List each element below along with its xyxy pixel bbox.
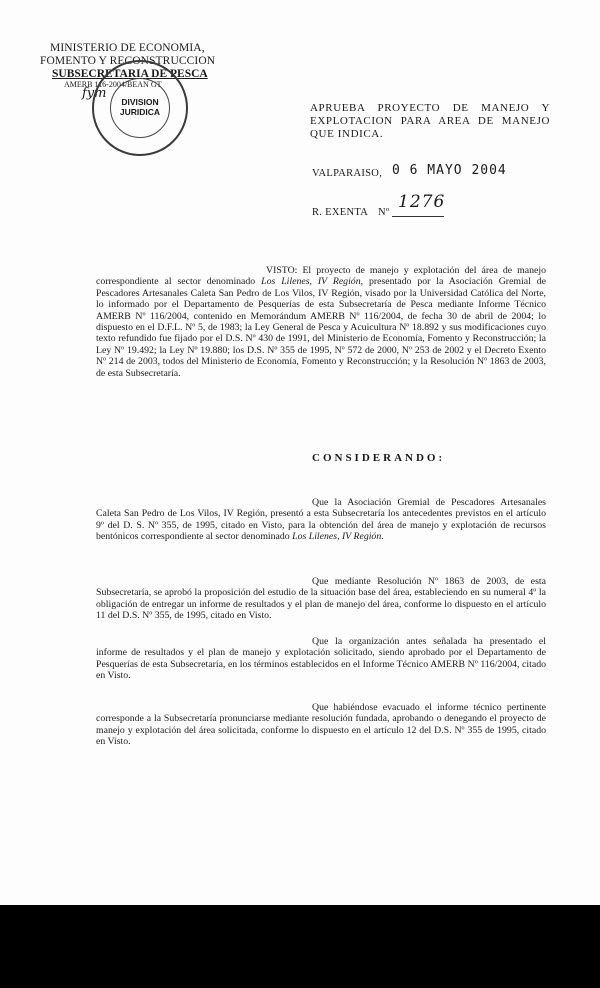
considerando-item-3 [96,636,546,682]
seal-text-line1: DIVISION [121,97,159,107]
considerando-3-text: Que la organización antes señalada ha presentado el informe de resultados y el plan de manejo y explotación solicitado, siendo aprobado por el Departamento de Pesquerías de esta Subsecretaría, en los términos establecidos en el Informe Técnico AMERB Nº 116/2004, citado en Visto. [96,636,546,682]
resolution-number-label: Nº [378,207,390,218]
considerando-heading: CONSIDERANDO: [312,452,446,464]
considerando-4-text: Que habiéndose evacuado el informe técnico pertinente corresponde a la Subsecretaría pronunciarse mediante resolución fundada, aprobando o denegando el proyecto de manejo y explotación del área solicitada, conforme lo dispuesto en el artículo 12 del D.S. Nº 355 de 1995, citado en Visto. [96,702,546,748]
ministry-name-line2: FOMENTO Y RECONSTRUCCION [40,55,216,67]
visto-label: VISTO: [266,265,298,276]
seal-text [111,97,169,117]
considerando-2-text: Que mediante Resolución Nº 1863 de 2003, de esta Subsecretaría, se aprobó la proposición del estudio de la situación base del área, estableciendo en su numeral 4º la obligación de entregar un informe de resultados y el plan de manejo del área, conforme lo dispuesto en el artículo 11 del D.S. Nº 355, de 1995, citado en Visto. [96,576,546,622]
handwritten-initials: fym [82,86,107,101]
resolution-label: R. EXENTA [312,207,369,218]
seal-text-line2: JURIDICA [119,107,161,117]
ministry-name-line1: MINISTERIO DE ECONOMIA, [50,42,205,54]
document-subject: APRUEBA PROYECTO DE MANEJO Y EXPLOTACION PARA AREA DE MANEJO QUE INDICA. [310,102,550,140]
visto-text-part2: , presentado por la Asociación Gremial de Pescadores Artesanales Caleta San Pedro de Los Vilos, IV Región, visado por la Universidad Católica del Norte, lo informado por el Departamento de Pesquerías de esta Subsecretaría de Pesca mediante Informe Técnico AMERB Nº 116/2004, contenido en Memorándum AMERB Nº 116/2004, de fecha 30 de abril de 2004; lo dispuesto en el D.F.L. Nº 5, de 1983; la Ley General de Pesca y Acuicultura Nº 18.892 y sus modificaciones cuyo texto refundido fue fijado por el D.S. Nº 430 de 1991, del Ministerio de Economía, Fomento y Reconstrucción; la Ley Nº 19.492; la Ley Nº 19.880; los D.S. Nº 355 de 1995, Nº 572 de 2000, Nº 253 de 2002 y el Decreto Exento Nº 214 de 2003, todos del Ministerio de Economía, Fomento y Reconstrucción; y la Resolución Nº 1863 de 2003, de esta Subsecretaría. [96,276,546,379]
considerando-1-tail: . [381,531,384,543]
considerando-item-2 [96,576,546,622]
visto-paragraph [96,265,546,379]
considerando-1-text: Que la Asociación Gremial de Pescadores Artesanales Caleta San Pedro de Los Vilos, IV Región, presentó a esta Subsecretaría los antecedentes previstos en el artículo 9º del D. S. Nº 355, de 1995, citado en Visto, para la obtención del área de manejo y explotación de recursos bentónicos correspondiente al sector denominado [96,497,546,543]
seal-inner-ring [110,78,170,138]
place-label: VALPARAISO, [312,168,383,179]
resolution-number-underline [392,216,444,217]
considerando-1-place-name: Los Lilenes, IV Región [292,531,382,543]
considerando-item-4 [96,702,546,748]
subsecretaria-name: SUBSECRETARIA DE PESCA [52,68,208,80]
reference-code: AMERB 116-2004/BEAN GT [64,80,162,89]
visto-text-part1: El proyecto de manejo y explotación del área de manejo correspondiente al sector denominado [96,265,546,288]
visto-place-name: Los Lilenes, IV Región [261,276,361,288]
considerando-item-1 [96,497,546,543]
official-seal [92,60,188,156]
resolution-number: 1276 [398,192,446,212]
date-stamp: 0 6 MAYO 2004 [392,163,507,178]
